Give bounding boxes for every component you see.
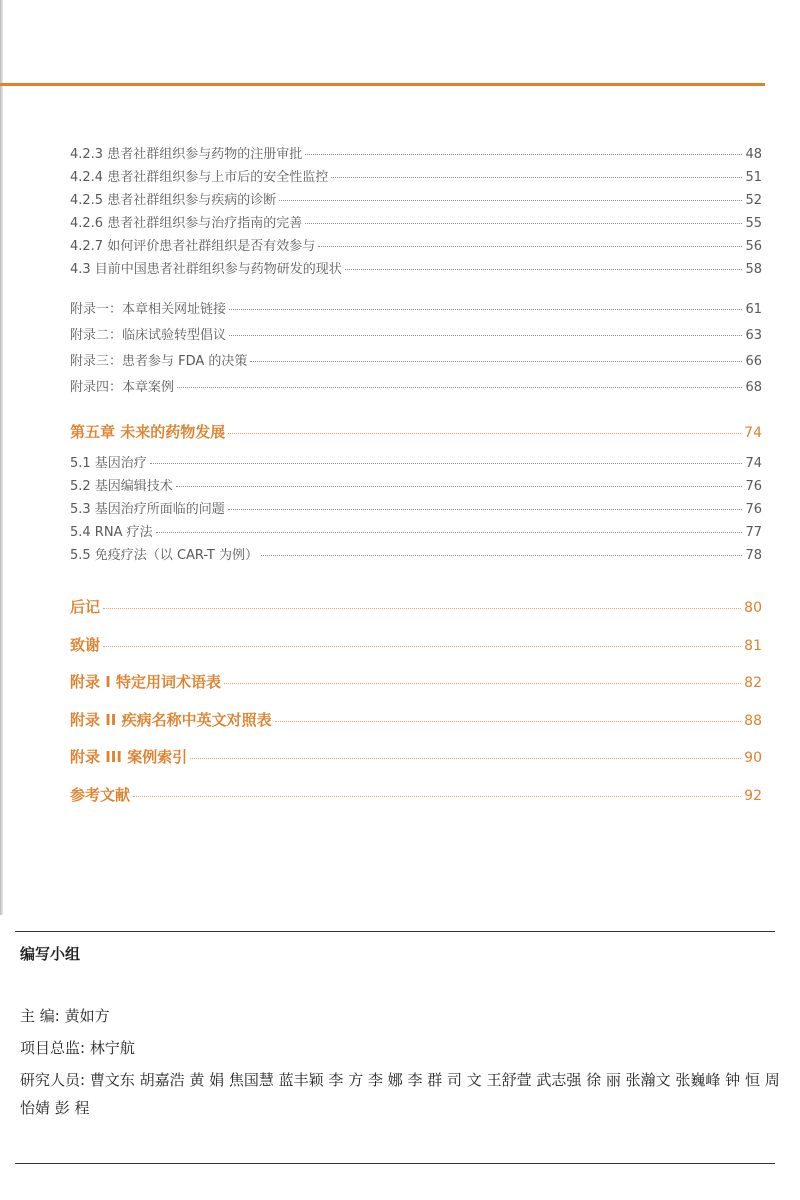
dot-leader	[103, 646, 741, 647]
toc-entry-title: 4.2.6 患者社群组织参与治疗指南的完善	[70, 216, 303, 231]
toc-entry[interactable]	[70, 143, 762, 166]
dot-leader	[275, 721, 742, 722]
dot-leader	[229, 309, 742, 310]
toc-appendix-entry[interactable]	[70, 297, 762, 323]
toc-entry-title: 5.5 免疫疗法（以 CAR-T 为例）	[70, 548, 258, 563]
toc-gap	[70, 445, 762, 452]
toc-entry-page: 68	[745, 380, 762, 395]
toc-entry-title: 5.2 基因编辑技术	[70, 479, 173, 494]
toc-entry-page: 74	[745, 456, 762, 471]
toc-entry[interactable]	[70, 498, 762, 521]
dot-leader	[176, 486, 743, 487]
dot-leader	[228, 509, 743, 510]
project-director: 项目总监: 林宁航	[20, 1039, 135, 1057]
toc-entry[interactable]	[70, 235, 762, 258]
header-rule	[0, 83, 765, 86]
editorial-team	[20, 940, 780, 1122]
toc-entry-title: 5.3 基因治疗所面临的问题	[70, 502, 225, 517]
toc-entry-page: 58	[745, 262, 762, 277]
toc-entry[interactable]	[70, 189, 762, 212]
dot-leader	[318, 246, 742, 247]
toc-major-entry[interactable]	[70, 627, 762, 665]
toc-entry-page: 51	[745, 170, 762, 185]
toc-major-entry[interactable]	[70, 664, 762, 702]
toc-appendix-entry[interactable]	[70, 323, 762, 349]
dot-leader	[156, 532, 743, 533]
dot-leader	[190, 758, 741, 759]
toc-major-title: 附录 III 案例索引	[70, 748, 188, 766]
toc-gap	[70, 401, 762, 419]
page-edge-shadow	[0, 0, 3, 915]
toc-entry[interactable]	[70, 212, 762, 235]
toc-entry-title: 4.2.5 患者社群组织参与疾病的诊断	[70, 193, 277, 208]
toc-entry-page: 63	[745, 328, 762, 343]
toc-major-page: 92	[744, 787, 762, 804]
dot-leader	[345, 269, 743, 270]
toc-entry-title: 附录四：本章案例	[70, 380, 175, 395]
toc-major-page: 82	[744, 675, 762, 691]
toc-entry-page: 52	[745, 193, 762, 208]
toc-chapter-heading[interactable]	[70, 419, 762, 445]
dot-leader	[305, 154, 742, 155]
toc-entry-page: 76	[745, 502, 762, 517]
toc-major-entry[interactable]	[70, 777, 762, 815]
toc-entry-page: 61	[745, 302, 762, 317]
toc-appendix-entry[interactable]	[70, 375, 762, 401]
toc-major-title: 附录 I 特定用词术语表	[70, 673, 222, 691]
toc-entry[interactable]	[70, 521, 762, 544]
team-gap	[20, 968, 780, 1002]
team-heading: 编写小组	[20, 945, 81, 963]
toc-major-entry[interactable]	[70, 739, 762, 777]
toc-entry-title: 4.3 目前中国患者社群组织参与药物研发的现状	[70, 262, 342, 277]
toc-entry-page: 48	[745, 147, 762, 162]
dot-leader	[331, 177, 742, 178]
toc-entry-page: 78	[745, 548, 762, 563]
toc-entry[interactable]	[70, 166, 762, 189]
section-divider-bottom	[15, 1163, 775, 1164]
toc-major-title: 附录 II 疾病名称中英文对照表	[70, 710, 272, 729]
toc-chapter-page: 74	[744, 425, 762, 441]
section-divider-top	[15, 931, 775, 932]
dot-leader	[305, 223, 742, 224]
toc-major-title: 致谢	[70, 635, 101, 654]
dot-leader	[228, 433, 741, 434]
researchers: 研究人员: 曹文东 胡嘉浩 黄 娟 焦国慧 蓝丰颖 李 方 李 娜 李 群 司 文 王舒萱 武志强 徐 丽 张瀚文 张巍峰 钟 恒 周怡婧 彭 程	[20, 1071, 780, 1117]
toc-entry-page: 66	[745, 354, 762, 369]
dot-leader	[133, 796, 741, 797]
toc-major-page: 80	[744, 600, 762, 616]
toc-major-title: 后记	[70, 598, 101, 616]
toc-major-title: 参考文献	[70, 785, 131, 804]
dot-leader	[261, 555, 742, 556]
toc-entry-title: 4.2.7 如何评价患者社群组织是否有效参与	[70, 239, 316, 254]
toc-chapter-title: 第五章 未来的药物发展	[70, 423, 226, 441]
toc-appendix-entry[interactable]	[70, 349, 762, 375]
table-of-contents	[70, 143, 762, 814]
toc-entry-page: 56	[745, 239, 762, 254]
toc-major-entry[interactable]	[70, 702, 762, 740]
dot-leader	[177, 387, 742, 388]
toc-entry[interactable]	[70, 452, 762, 475]
toc-major-page: 88	[744, 712, 762, 729]
dot-leader	[103, 608, 741, 609]
toc-major-page: 90	[744, 750, 762, 766]
dot-leader	[279, 200, 742, 201]
dot-leader	[150, 463, 743, 464]
toc-entry-title: 5.1 基因治疗	[70, 456, 147, 471]
toc-major-page: 81	[744, 637, 762, 654]
dot-leader	[250, 361, 742, 362]
toc-gap	[70, 281, 762, 297]
toc-entry-title: 4.2.4 患者社群组织参与上市后的安全性监控	[70, 170, 329, 185]
toc-entry-page: 55	[745, 216, 762, 231]
toc-entry-title: 4.2.3 患者社群组织参与药物的注册审批	[70, 147, 303, 162]
toc-entry[interactable]	[70, 475, 762, 498]
toc-entry-title: 附录二：临床试验转型倡议	[70, 328, 227, 343]
toc-entry-page: 76	[745, 479, 762, 494]
dot-leader	[229, 335, 742, 336]
chief-editor: 主 编: 黄如方	[20, 1007, 110, 1025]
toc-entry-title: 附录一：本章相关网址链接	[70, 302, 227, 317]
toc-entry-page: 77	[745, 525, 762, 540]
toc-entry-title: 5.4 RNA 疗法	[70, 525, 153, 540]
toc-entry-title: 附录三：患者参与 FDA 的决策	[70, 354, 248, 369]
toc-entry[interactable]	[70, 544, 762, 567]
toc-gap	[70, 567, 762, 589]
dot-leader	[224, 683, 741, 684]
toc-major-entry[interactable]	[70, 589, 762, 627]
toc-entry[interactable]	[70, 258, 762, 281]
